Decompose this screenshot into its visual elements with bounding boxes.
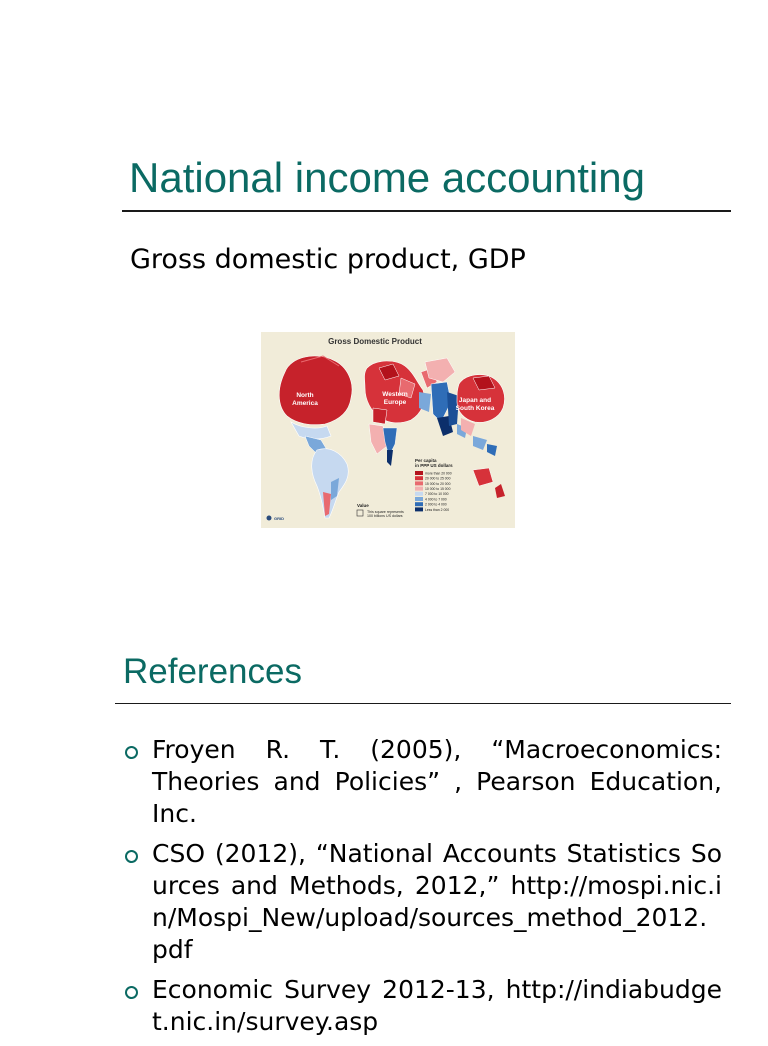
legend-swatch [415,502,423,506]
legend-swatch [415,507,423,511]
reference-item [122,974,722,1038]
hollow-circle-bullet-icon [125,850,138,863]
reference-item [122,734,722,830]
legend-label: 2 000 to 4 000 [425,502,447,507]
label-north-america-line1: North [296,392,314,399]
slide-title: National income accounting [129,154,645,201]
figure-title: Gross Domestic Product [328,337,422,346]
title-divider [122,210,731,212]
label-western-europe-line2: Europe [383,399,407,406]
references-divider [115,703,731,704]
legend-swatch [415,471,423,475]
legend-title-line1: Per capita [415,458,437,463]
legend-label: 10 000 to 15 000 [425,487,451,491]
hollow-circle-bullet-icon [125,746,138,759]
reference-item [122,838,722,966]
legend-label: 20 000 to 25 000 [425,476,451,481]
legend-label: 15 000 to 20 000 [425,481,451,486]
reference-text: Economic Survey 2012-13, http://indiabudget.nic.in/survey.asp [152,975,722,1036]
legend-swatch [415,492,423,496]
legend-label: 4 000 to 7 000 [425,497,447,502]
legend-swatch [415,487,423,491]
reference-text: Froyen R. T. (2005), “Macroeconomics: Theories and Policies” , Pearson Education, Inc. [152,735,722,828]
label-japan-korea-line2: South Korea [455,405,495,412]
references-heading: References [123,652,302,691]
reference-text: CSO (2012), “National Accounts Statistics Sources and Methods, 2012,” http://mospi.nic.in/Mospi_New/upload/sources_method_2012.pdf [152,839,722,964]
legend-title-line2: in PPP US dollars [415,463,453,468]
value-note-line1: This square represents [367,510,404,514]
logo-text: GRID [274,516,284,521]
value-label: Value [357,503,369,508]
legend-label: Less than 2 000 [425,507,450,512]
legend-label: 7 000 to 10 000 [425,492,449,497]
slide-subtitle: Gross domestic product, GDP [130,244,526,275]
hollow-circle-bullet-icon [125,986,138,999]
grid-logo-icon [267,516,272,521]
legend-label: more than 20 000 [425,471,452,476]
label-western-europe-line1: Western [382,391,408,398]
label-japan-korea-line1: Japan and [458,397,492,404]
legend-swatch [415,476,423,480]
value-note-line2: 100 billions US dollars [367,514,403,518]
references-list [122,734,722,1046]
legend-swatch [415,497,423,501]
gdp-cartogram-figure [261,332,515,528]
label-north-america-line2: America [292,400,318,407]
legend-swatch [415,481,423,485]
